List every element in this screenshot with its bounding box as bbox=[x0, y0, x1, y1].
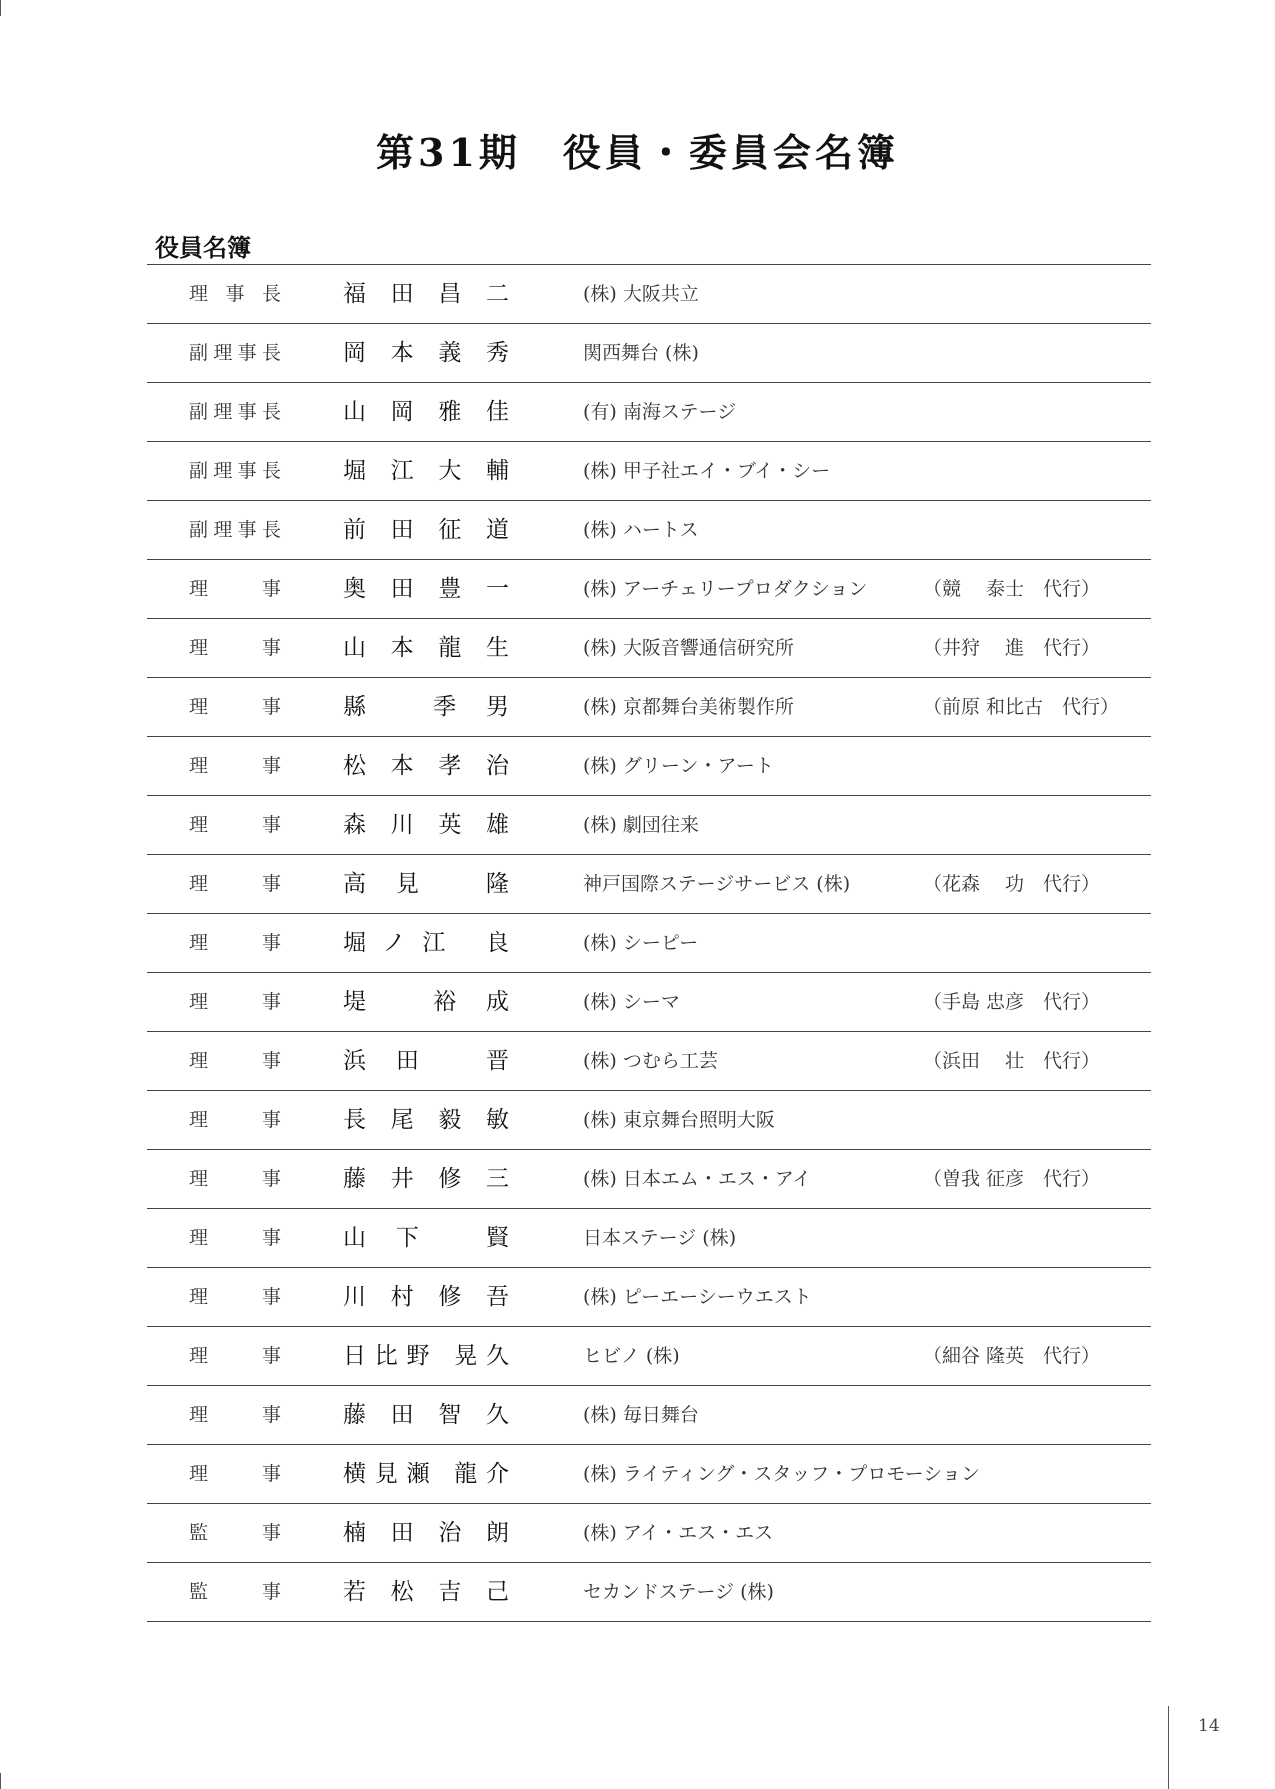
officer-name: 森川英雄 bbox=[343, 812, 509, 838]
table-row bbox=[147, 678, 1151, 737]
officer-company: (株) ピーエーシーウエスト bbox=[583, 1286, 812, 1308]
officer-name: 縣 季男 bbox=[343, 694, 509, 720]
table-row bbox=[147, 737, 1151, 796]
officer-company: (有) 南海ステージ bbox=[583, 401, 737, 423]
table-row bbox=[147, 265, 1151, 324]
officer-name: 横見瀬 龍介 bbox=[343, 1461, 509, 1487]
table-row bbox=[147, 1386, 1151, 1445]
officer-deputy: （細谷 隆英 代行） bbox=[923, 1345, 1101, 1367]
officer-company: (株) アーチェリープロダクション bbox=[583, 578, 868, 600]
officer-role: 理事 bbox=[189, 1109, 281, 1131]
table-row bbox=[147, 1150, 1151, 1209]
table-row bbox=[147, 1327, 1151, 1386]
officer-table bbox=[147, 264, 1151, 1622]
officer-company: (株) シーピー bbox=[583, 932, 699, 954]
officer-role: 理事 bbox=[189, 932, 281, 954]
table-row bbox=[147, 1209, 1151, 1268]
officer-role: 副理事長 bbox=[189, 401, 281, 423]
officer-name: 山下 賢 bbox=[343, 1225, 509, 1251]
officer-role: 理事 bbox=[189, 637, 281, 659]
officer-name: 福田昌二 bbox=[343, 281, 509, 307]
officer-role: 理事 bbox=[189, 1050, 281, 1072]
table-row bbox=[147, 1268, 1151, 1327]
officer-deputy: （前原 和比古 代行） bbox=[923, 696, 1120, 718]
officer-role: 理事長 bbox=[189, 283, 281, 305]
table-row bbox=[147, 324, 1151, 383]
officer-company: (株) 大阪共立 bbox=[583, 283, 699, 305]
officer-name: 堀江大輔 bbox=[343, 458, 509, 484]
officer-company: (株) つむら工芸 bbox=[583, 1050, 718, 1072]
table-row bbox=[147, 855, 1151, 914]
officer-role: 副理事長 bbox=[189, 342, 281, 364]
officer-name: 山岡雅佳 bbox=[343, 399, 509, 425]
officer-company: (株) 大阪音響通信研究所 bbox=[583, 637, 794, 659]
officer-role: 監事 bbox=[189, 1522, 281, 1544]
officer-company: (株) 毎日舞台 bbox=[583, 1404, 699, 1426]
officer-deputy: （競 泰士 代行） bbox=[923, 578, 1101, 600]
officer-name: 堀ノ江 良 bbox=[343, 930, 509, 956]
officer-role: 理事 bbox=[189, 696, 281, 718]
table-row bbox=[147, 796, 1151, 855]
officer-company: 神戸国際ステージサービス (株) bbox=[583, 873, 851, 895]
section-title: 役員名簿 bbox=[155, 233, 251, 262]
officer-name: 若松吉己 bbox=[343, 1579, 509, 1605]
officer-deputy: （手島 忠彦 代行） bbox=[923, 991, 1101, 1013]
officer-company: (株) 京都舞台美術製作所 bbox=[583, 696, 794, 718]
table-row bbox=[147, 442, 1151, 501]
officer-name: 川村修吾 bbox=[343, 1284, 509, 1310]
table-row bbox=[147, 1445, 1151, 1504]
officer-company: (株) 劇団往来 bbox=[583, 814, 699, 836]
officer-role: 理事 bbox=[189, 1227, 281, 1249]
officer-company: セカンドステージ (株) bbox=[583, 1581, 774, 1603]
table-row bbox=[147, 1504, 1151, 1563]
table-row bbox=[147, 1032, 1151, 1091]
table-row bbox=[147, 973, 1151, 1032]
officer-company: ヒビノ (株) bbox=[583, 1345, 680, 1367]
crop-mark-bottom-left bbox=[0, 1773, 1, 1789]
table-row bbox=[147, 619, 1151, 678]
officer-role: 副理事長 bbox=[189, 460, 281, 482]
officer-company: (株) ライティング・スタッフ・プロモーション bbox=[583, 1463, 980, 1485]
officer-deputy: （浜田 壮 代行） bbox=[923, 1050, 1101, 1072]
officer-name: 岡本義秀 bbox=[343, 340, 509, 366]
table-row bbox=[147, 501, 1151, 560]
officer-company: (株) 甲子社エイ・ブイ・シー bbox=[583, 460, 831, 482]
officer-company: 日本ステージ (株) bbox=[583, 1227, 737, 1249]
officer-role: 監事 bbox=[189, 1581, 281, 1603]
officer-role: 副理事長 bbox=[189, 519, 281, 541]
officer-role: 理事 bbox=[189, 1404, 281, 1426]
page-title: 第31期 役員・委員会名簿 bbox=[376, 130, 899, 175]
officer-deputy: （曽我 征彦 代行） bbox=[923, 1168, 1101, 1190]
officer-name: 浜田 晋 bbox=[343, 1048, 509, 1074]
officer-role: 理事 bbox=[189, 991, 281, 1013]
officer-name: 堤 裕成 bbox=[343, 989, 509, 1015]
table-row bbox=[147, 1563, 1151, 1622]
table-row bbox=[147, 383, 1151, 442]
officer-company: (株) 東京舞台照明大阪 bbox=[583, 1109, 775, 1131]
officer-name: 楠田治朗 bbox=[343, 1520, 509, 1546]
officer-name: 藤田智久 bbox=[343, 1402, 509, 1428]
officer-name: 松本孝治 bbox=[343, 753, 509, 779]
officer-company: (株) 日本エム・エス・アイ bbox=[583, 1168, 812, 1190]
officer-company: (株) シーマ bbox=[583, 991, 680, 1013]
officer-company: (株) ハートス bbox=[583, 519, 699, 541]
officer-name: 長尾毅敏 bbox=[343, 1107, 509, 1133]
officer-company: (株) アイ・エス・エス bbox=[583, 1522, 774, 1544]
crop-mark-top-left bbox=[0, 0, 1, 16]
officer-name: 日比野 晃久 bbox=[343, 1343, 509, 1369]
officer-name: 高見 隆 bbox=[343, 871, 509, 897]
officer-role: 理事 bbox=[189, 1345, 281, 1367]
officer-role: 理事 bbox=[189, 814, 281, 836]
page-number: 14 bbox=[1198, 1716, 1220, 1736]
officer-role: 理事 bbox=[189, 873, 281, 895]
officer-name: 藤井修三 bbox=[343, 1166, 509, 1192]
officer-role: 理事 bbox=[189, 1286, 281, 1308]
officer-name: 山本龍生 bbox=[343, 635, 509, 661]
table-row bbox=[147, 1091, 1151, 1150]
officer-deputy: （井狩 進 代行） bbox=[923, 637, 1101, 659]
officer-company: 関西舞台 (株) bbox=[583, 342, 699, 364]
officer-name: 前田征道 bbox=[343, 517, 509, 543]
table-row bbox=[147, 560, 1151, 619]
table-row bbox=[147, 914, 1151, 973]
officer-deputy: （花森 功 代行） bbox=[923, 873, 1101, 895]
officer-company: (株) グリーン・アート bbox=[583, 755, 774, 777]
officer-role: 理事 bbox=[189, 1463, 281, 1485]
officer-role: 理事 bbox=[189, 1168, 281, 1190]
officer-role: 理事 bbox=[189, 578, 281, 600]
officer-name: 奥田豊一 bbox=[343, 576, 509, 602]
footer-rule bbox=[1168, 1706, 1169, 1789]
officer-role: 理事 bbox=[189, 755, 281, 777]
